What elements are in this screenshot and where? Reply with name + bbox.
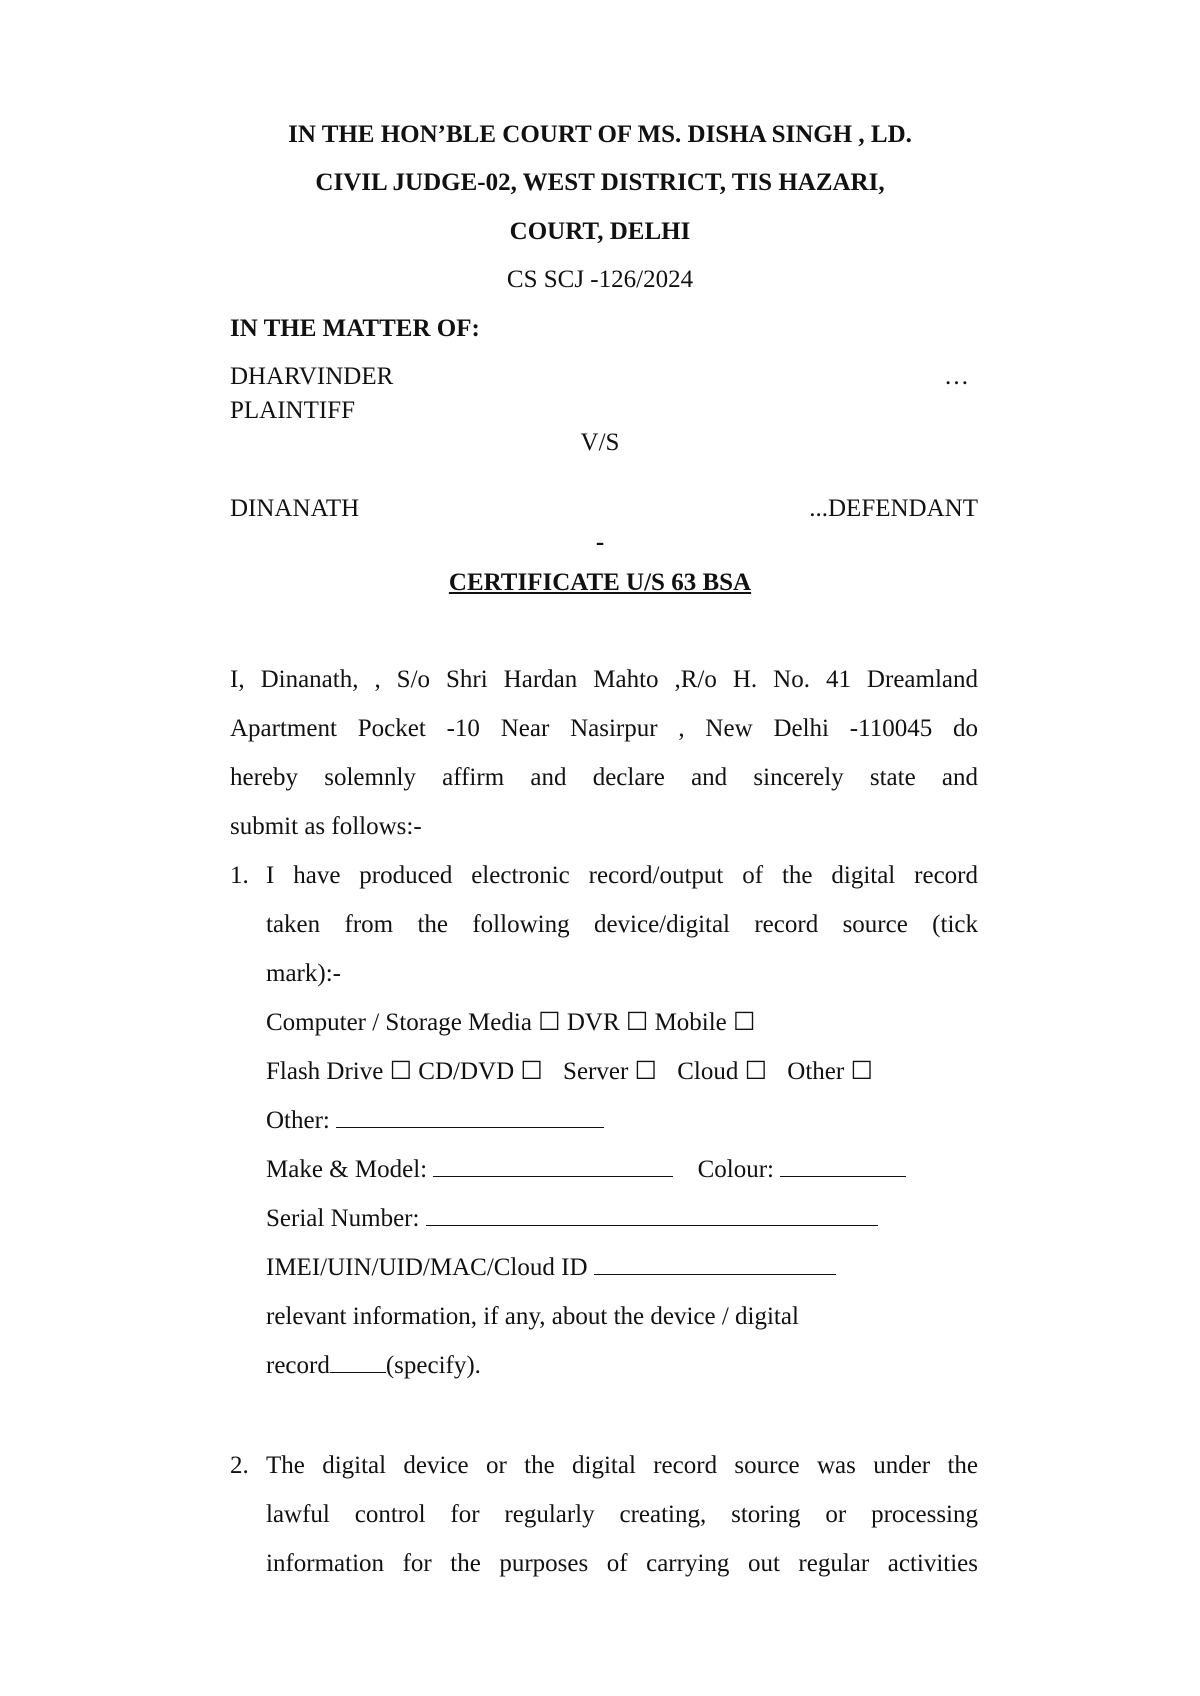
option-flash-drive-label: Flash Drive <box>266 1058 384 1085</box>
versus: V/S <box>580 429 620 456</box>
record-prefix: record <box>266 1352 330 1379</box>
imei-label: IMEI/UIN/UID/MAC/Cloud ID <box>266 1254 588 1281</box>
court-heading-line-3: COURT, DELHI <box>509 218 691 245</box>
option-dvr-label: DVR <box>566 1009 620 1036</box>
option-mobile-label: Mobile <box>654 1009 727 1036</box>
other-field-row <box>266 1108 604 1133</box>
colour-label: Colour: <box>697 1156 774 1183</box>
separator-dash: - <box>595 529 605 556</box>
certificate-title: CERTIFICATE U/S 63 BSA <box>448 569 752 596</box>
item-2-line-1: The digital device or the digital record source was under the <box>266 1452 978 1479</box>
other-field-blank[interactable] <box>336 1126 604 1128</box>
defendant-name: DINANATH <box>230 495 360 522</box>
device-options-row-2 <box>266 1059 873 1084</box>
checkbox-flash-drive[interactable]: ☐ <box>389 1058 413 1085</box>
checkbox-mobile[interactable]: ☐ <box>733 1009 756 1036</box>
checkbox-computer-storage[interactable]: ☐ <box>538 1009 561 1036</box>
checkbox-cd-dvd[interactable]: ☐ <box>520 1058 543 1085</box>
record-suffix: (specify). <box>385 1352 481 1379</box>
item-2-line-2: lawful control for regularly creating, storing or processing <box>266 1501 978 1528</box>
matter-heading: IN THE MATTER OF: <box>230 315 480 342</box>
record-specify-row <box>266 1353 481 1378</box>
serial-number-blank[interactable] <box>426 1224 878 1226</box>
checkbox-server[interactable]: ☐ <box>634 1058 657 1085</box>
option-cloud-label: Cloud <box>677 1058 739 1085</box>
option-other-label: Other <box>787 1058 845 1085</box>
intro-line-4: submit as follows:- <box>230 813 422 840</box>
item-2-line-3: information for the purposes of carrying out regular activities <box>266 1550 978 1577</box>
colour-blank[interactable] <box>780 1175 906 1177</box>
checkbox-cloud[interactable]: ☐ <box>744 1058 768 1085</box>
item-1-line-1: I have produced electronic record/output of the digital record <box>266 862 978 889</box>
relevant-info-line: relevant information, if any, about the device / digital <box>266 1303 799 1330</box>
plaintiff-name: DHARVINDER <box>230 363 394 390</box>
intro-line-2: Apartment Pocket -10 Near Nasirpur , New Delhi -110045 do <box>230 715 978 742</box>
imei-row <box>266 1255 836 1280</box>
imei-blank[interactable] <box>594 1273 836 1275</box>
court-heading-line-1: IN THE HON’BLE COURT OF MS. DISHA SINGH , LD. <box>288 121 912 148</box>
plaintiff-label: PLAINTIFF <box>230 397 356 424</box>
defendant-label: ...DEFENDANT <box>809 495 978 522</box>
item-2-number: 2. <box>230 1452 249 1479</box>
make-model-label: Make & Model: <box>266 1156 428 1183</box>
serial-number-row <box>266 1206 878 1231</box>
item-1-line-2: taken from the following device/digital record source (tick <box>266 911 978 938</box>
option-computer-storage-label: Computer / Storage Media <box>266 1009 532 1036</box>
plaintiff-dots: … <box>944 363 969 390</box>
intro-line-1: I, Dinanath, , S/o Shri Hardan Mahto ,R/o H. No. 41 Dreamland <box>230 666 978 693</box>
make-model-row <box>266 1157 906 1182</box>
item-1-line-3: mark):- <box>266 960 341 987</box>
court-heading-line-2: CIVIL JUDGE-02, WEST DISTRICT, TIS HAZARI, <box>315 169 885 196</box>
case-number: CS SCJ -126/2024 <box>506 266 694 293</box>
make-model-blank[interactable] <box>433 1175 673 1177</box>
serial-number-label: Serial Number: <box>266 1205 420 1232</box>
option-cd-dvd-label: CD/DVD <box>418 1058 515 1085</box>
other-field-label: Other: <box>266 1107 330 1134</box>
checkbox-dvr[interactable]: ☐ <box>625 1009 649 1036</box>
intro-line-3: hereby solemnly affirm and declare and sincerely state and <box>230 764 978 791</box>
item-1-number: 1. <box>230 862 249 889</box>
checkbox-other[interactable]: ☐ <box>850 1058 873 1085</box>
record-specify-blank[interactable] <box>330 1371 386 1373</box>
device-options-row-1 <box>266 1010 755 1035</box>
option-server-label: Server <box>563 1058 629 1085</box>
